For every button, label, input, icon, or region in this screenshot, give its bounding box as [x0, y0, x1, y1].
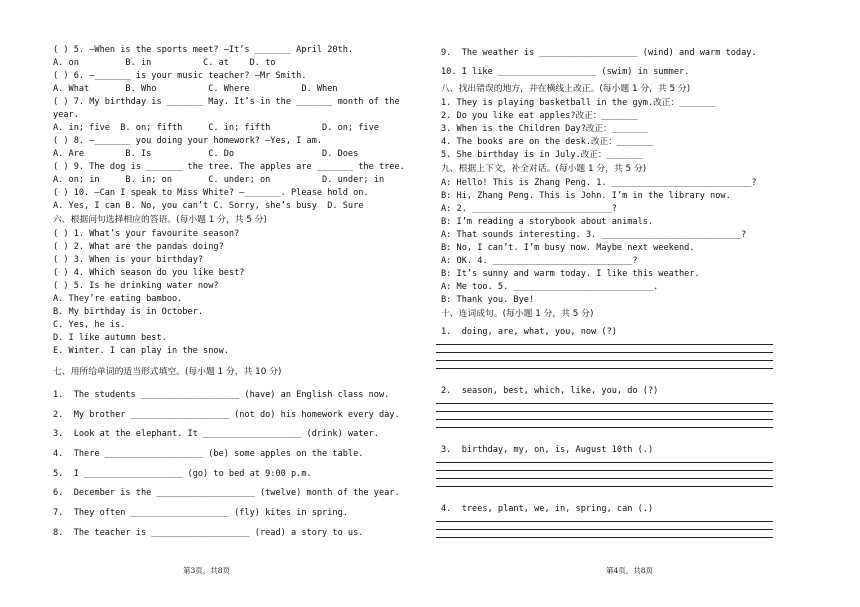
matching-line: C. Yes, he is.	[53, 320, 126, 330]
right-page	[441, 44, 791, 545]
section6-title: 六、根据问句选择相应的答语。(每小题 1 分，共 5 分)	[53, 215, 267, 225]
sentence-prompt: 3. birthday, my, on, is, August 10th (.)	[441, 445, 654, 455]
sentence-item	[441, 325, 791, 376]
dialogue-line: A: That sounds interesting. 3. ___________________________?	[441, 230, 747, 240]
fill-blank-item: 5. I ___________________ (go) to bed at 9:00 p.m.	[53, 468, 312, 479]
fill-blank-item: 4. There ___________________ (be) some apples on the table.	[53, 449, 364, 460]
answer-lines	[436, 521, 773, 545]
section7-fill-blanks	[53, 386, 408, 544]
mc-line: ( ) 7. My birthday is _______ May. It’s in the _______ month of the	[53, 97, 400, 107]
matching-line: E. Winter. I can play in the snow.	[53, 346, 229, 356]
correction-line: 5. She birthday is in July.改正：_______	[441, 150, 643, 160]
page-number-left: 第3页，共8页	[183, 566, 231, 575]
dialogue-line: B: Hi, Zhang Peng. This is John. I’m in the library now.	[441, 191, 731, 201]
matching-line: D. I like autumn best.	[53, 333, 167, 343]
correction-line: 1. They is playing basketball in the gym.改正：_______	[441, 98, 716, 108]
section7-title: 七、用所给单词的适当形式填空。(每小题 1 分，共 10 分)	[53, 366, 282, 377]
left-page	[53, 44, 408, 544]
section7-continued	[441, 44, 791, 82]
matching-line: B. My birthday is in October.	[53, 307, 204, 317]
section5-mc-continued	[53, 44, 408, 213]
sentence-prompt: 1. doing, are, what, you, now (?)	[441, 327, 617, 337]
fill-blank-item: 1. The students ___________________ (have) an English class now.	[53, 390, 390, 400]
dialogue-line: A: Hello! This is Zhang Peng. 1. ___________________________?	[441, 178, 757, 188]
matching-line: A. They’re eating bamboo.	[53, 294, 183, 304]
sentence-prompt: 2. season, best, which, like, you, do (?)	[441, 386, 659, 396]
dialogue-line: A: 2. ___________________________?	[441, 204, 617, 214]
mc-line: year.	[53, 110, 79, 120]
section8-corrections	[441, 97, 791, 162]
sentence-item	[441, 384, 791, 435]
mc-line: A. in; five B. on; fifth C. in; fifth D. on; five	[53, 123, 379, 133]
fill-blank-item: 7. They often ___________________ (fly) kites in spring.	[53, 508, 348, 519]
matching-line: ( ) 5. Is he drinking water now?	[53, 281, 219, 291]
section9-title: 九、根据上下文，补全对话。(每小题 1 分，共 5 分)	[441, 164, 647, 174]
matching-line: ( ) 4. Which season do you like best?	[53, 268, 245, 278]
dialogue-line: B: I’m reading a storybook about animals.	[441, 217, 654, 227]
answer-lines	[436, 344, 773, 376]
fill-blank-item: 2. My brother ___________________ (not do) his homework every day.	[53, 409, 400, 420]
answer-lines	[436, 462, 773, 494]
fill-blank-item: 6. December is the ___________________ (twelve) month of the year.	[53, 488, 400, 499]
correction-line: 2. Do you like eat apples?改正：_______	[441, 111, 638, 121]
sentence-prompt: 4. trees, plant, we, in, spring, can (.)	[441, 504, 654, 514]
sentence-item	[441, 502, 791, 545]
mc-line: ( ) 9. The dog is _______ the tree. The apples are _______ the tree.	[53, 162, 405, 172]
section10-title: 十、连词成句。(每小题 1 分，共 5 分)	[441, 309, 594, 319]
section8-title: 八、找出错误的地方，并在横线上改正。(每小题 1 分，共 5 分)	[441, 84, 691, 94]
dialogue-line: B: It’s sunny and warm today. I like this weather.	[441, 269, 700, 279]
dialogue-line: B: No, I can’t. I’m busy now. Maybe next weekend.	[441, 243, 695, 253]
answer-lines	[436, 403, 773, 435]
dialogue-line: A: Me too. 5. ___________________________.	[441, 282, 659, 292]
sentence-item	[441, 443, 791, 494]
correction-line: 4. The books are on the desk.改正：_______	[441, 137, 654, 147]
section6-matching	[53, 228, 408, 358]
matching-line: ( ) 2. What are the pandas doing?	[53, 242, 224, 252]
matching-line: ( ) 3. When is your birthday?	[53, 255, 204, 265]
mc-line: A. on B. in C. at D. to	[53, 58, 276, 68]
mc-line: A. What B. Who C. Where D. When	[53, 84, 338, 94]
fill-blank-item: 10. I like ___________________ (swim) in summer.	[441, 67, 690, 77]
correction-line: 3. When is the Children Day?改正：_______	[441, 124, 648, 134]
matching-line: ( ) 1. What’s your favourite season?	[53, 229, 240, 239]
mc-line: A. Are B. Is C. Do D. Does	[53, 149, 359, 159]
section10-sentence-building	[441, 325, 791, 545]
mc-line: ( ) 5. —When is the sports meet? —It’s _______ April 20th.	[53, 45, 354, 55]
dialogue-line: A: OK. 4. ___________________________?	[441, 256, 638, 266]
fill-blank-item: 8. The teacher is ___________________ (read) a story to us.	[53, 527, 364, 538]
page-number-right: 第4页，共8页	[606, 566, 654, 575]
fill-blank-item: 3. Look at the elephant. It ___________________ (drink) water.	[53, 429, 379, 440]
dialogue-line: B: Thank you. Bye!	[441, 295, 535, 305]
mc-line: ( ) 8. —_______ you doing your homework? —Yes, I am.	[53, 136, 323, 146]
fill-blank-item: 9. The weather is ___________________ (wind) and warm today.	[441, 48, 757, 58]
mc-line: A. Yes, I can B. No, you can’t C. Sorry, she’s busy D. Sure	[53, 201, 364, 211]
mc-line: ( ) 10. —Can I speak to Miss White? —_______. Please hold on.	[53, 188, 369, 198]
section9-dialogue	[441, 177, 791, 307]
mc-line: A. on; in B. in; on C. under; on D. under; in	[53, 175, 385, 185]
mc-line: ( ) 6. —_______ is your music teacher? —Mr Smith.	[53, 71, 307, 81]
